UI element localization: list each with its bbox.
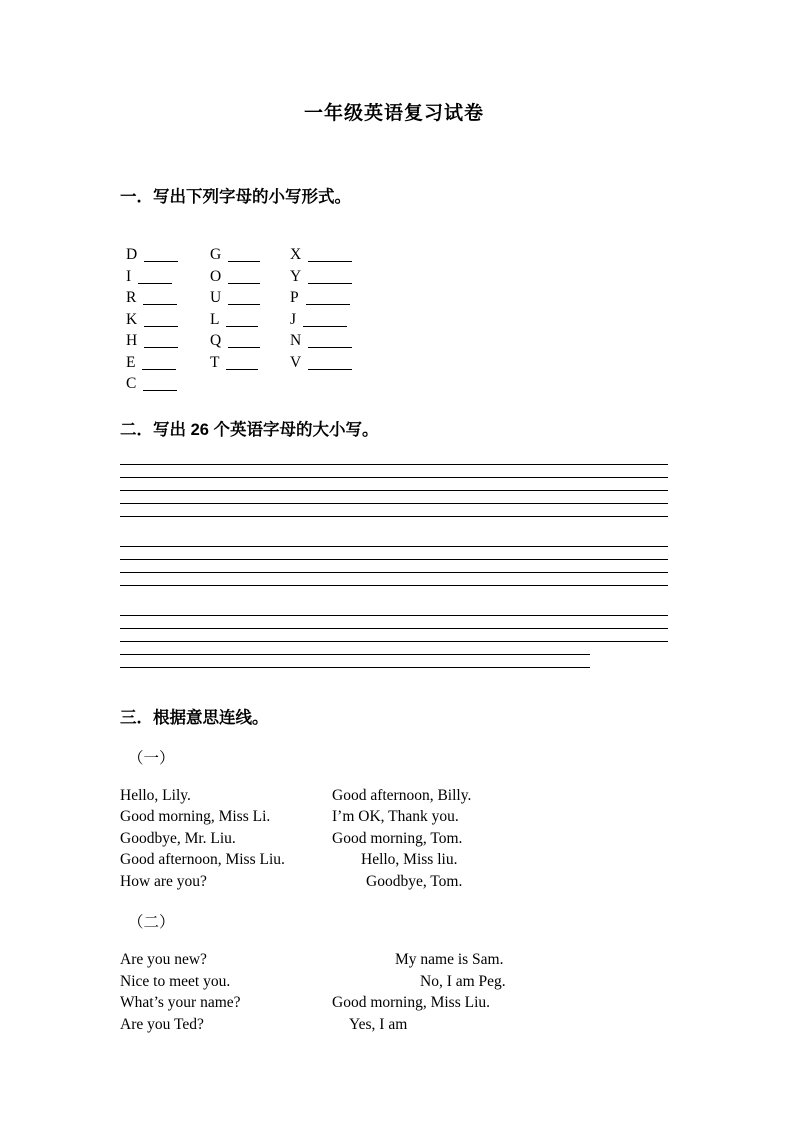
letter-blank-pair [126, 354, 210, 372]
letter-row [126, 289, 668, 311]
match-left-phrase: Hello, Lily. [120, 786, 191, 804]
uppercase-letter: X [290, 246, 302, 263]
letter-blank-pair [126, 311, 210, 329]
match-right-phrase: Good afternoon, Billy. [332, 786, 472, 804]
writing-line [120, 572, 668, 573]
letter-blank-pair [126, 246, 210, 264]
answer-blank [308, 335, 352, 348]
writing-line-group [120, 615, 668, 668]
part2-label: （二） [128, 914, 175, 931]
letter-row [126, 311, 668, 333]
uppercase-letter: H [126, 332, 138, 349]
answer-blank [143, 378, 177, 391]
uppercase-letter: J [290, 310, 297, 328]
match-left-phrase: How are you? [120, 872, 207, 890]
uppercase-letter: N [290, 332, 302, 349]
matching-part2 [120, 949, 668, 1035]
uppercase-letter: E [126, 353, 136, 371]
answer-blank [144, 249, 178, 262]
match-left-phrase: Nice to meet you. [120, 972, 231, 990]
uppercase-letter: Q [210, 332, 222, 349]
section3-heading: 三．根据意思连线。 [120, 708, 269, 727]
letter-blank-pair [290, 289, 350, 307]
answer-blank [228, 335, 260, 348]
answer-blank [308, 271, 352, 284]
writing-line [120, 654, 590, 655]
uppercase-letter: V [290, 353, 302, 371]
match-right-phrase: Good morning, Miss Liu. [332, 994, 491, 1011]
answer-blank [226, 357, 258, 370]
writing-line-group [120, 464, 668, 517]
answer-blank [144, 335, 178, 348]
match-row [120, 1014, 668, 1036]
letter-blank-pair [290, 354, 352, 372]
match-row [120, 949, 668, 971]
letter-blank-pair [210, 289, 290, 307]
match-left-phrase: Are you new? [120, 951, 207, 968]
uppercase-letter: O [210, 267, 222, 285]
answer-blank [226, 314, 258, 327]
match-row [120, 806, 668, 828]
match-right-phrase: Yes, I am [349, 1015, 408, 1033]
uppercase-letter: K [126, 310, 138, 328]
match-right-phrase: Hello, Miss liu. [361, 851, 458, 868]
writing-line-group [120, 546, 668, 586]
match-right-phrase: My name is Sam. [395, 951, 504, 968]
part1-label: （一） [128, 749, 175, 767]
match-row [120, 849, 668, 871]
letter-blank-pair [290, 332, 352, 350]
match-row [120, 971, 668, 993]
uppercase-letter: I [126, 267, 132, 285]
match-left-phrase: What’s your name? [120, 994, 241, 1011]
section1-heading: 一．写出下列字母的小写形式。 [120, 188, 351, 206]
uppercase-letter: T [210, 353, 220, 371]
answer-blank [228, 292, 260, 305]
letter-blank-pair [126, 268, 210, 286]
matching-part1 [120, 785, 668, 893]
page-title: 一年级英语复习试卷 [303, 103, 484, 124]
uppercase-letter: P [290, 289, 299, 306]
letter-blank-pair [126, 289, 210, 307]
match-right-phrase: No, I am Peg. [420, 972, 506, 990]
letter-row [126, 246, 668, 268]
match-right-phrase: Good morning, Tom. [332, 829, 463, 847]
letter-row [126, 268, 668, 290]
uppercase-letter: Y [290, 267, 302, 285]
uppercase-letter: C [126, 375, 137, 392]
letter-blank-pair [210, 268, 290, 286]
match-right-phrase: I’m OK, Thank you. [332, 808, 459, 825]
match-left-phrase: Good afternoon, Miss Liu. [120, 851, 285, 868]
answer-blank [228, 249, 260, 262]
writing-line [120, 628, 668, 629]
writing-line [120, 477, 668, 478]
letter-blank-pair [290, 246, 352, 264]
answer-blank [306, 292, 350, 305]
answer-blank [308, 357, 352, 370]
answer-blank [308, 249, 352, 262]
writing-line [120, 667, 590, 668]
writing-line [120, 585, 668, 586]
writing-line [120, 546, 668, 547]
letter-blank-pair [210, 311, 290, 329]
answer-blank [142, 357, 176, 370]
letter-blank-pair [210, 354, 290, 372]
letter-blank-pair [126, 375, 210, 393]
answer-blank [138, 271, 172, 284]
letter-blank-pair [210, 332, 290, 350]
answer-blank [143, 292, 177, 305]
match-row [120, 992, 668, 1014]
writing-line [120, 641, 668, 642]
section2-heading: 二．写出 26 个英语字母的大小写。 [120, 420, 379, 439]
answer-blank [144, 314, 178, 327]
answer-blank [228, 271, 260, 284]
letters-grid [120, 246, 668, 397]
letter-blank-pair [210, 246, 290, 264]
uppercase-letter: L [210, 310, 220, 328]
match-left-phrase: Are you Ted? [120, 1015, 204, 1033]
match-row [120, 871, 668, 893]
writing-line [120, 615, 668, 616]
writing-line [120, 516, 668, 517]
letter-blank-pair [290, 268, 352, 286]
uppercase-letter: R [126, 289, 137, 306]
uppercase-letter: G [210, 246, 222, 263]
match-row [120, 828, 668, 850]
letter-blank-pair [290, 311, 347, 329]
match-left-phrase: Good morning, Miss Li. [120, 808, 271, 825]
answer-blank [303, 314, 347, 327]
writing-line [120, 490, 668, 491]
match-row [120, 785, 668, 807]
writing-line [120, 503, 668, 504]
writing-lines [120, 464, 668, 668]
match-right-phrase: Goodbye, Tom. [366, 872, 463, 890]
letter-row [126, 354, 668, 376]
letter-row [126, 375, 668, 397]
uppercase-letter: U [210, 289, 222, 306]
uppercase-letter: D [126, 246, 138, 263]
match-left-phrase: Goodbye, Mr. Liu. [120, 829, 236, 847]
letter-blank-pair [126, 332, 210, 350]
writing-line [120, 464, 668, 465]
writing-line [120, 559, 668, 560]
letter-row [126, 332, 668, 354]
